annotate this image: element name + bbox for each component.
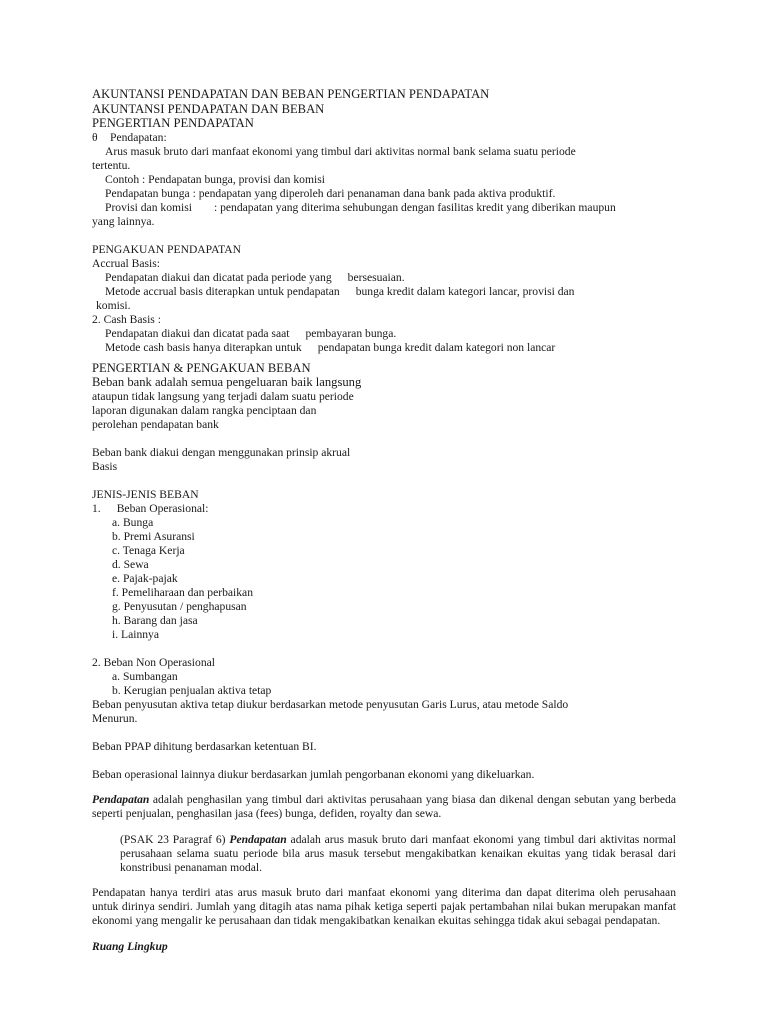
list-item: h. Barang dan jasa — [112, 613, 198, 627]
accrual-line-1 — [92, 271, 676, 285]
provisi-definition: : pendapatan yang diterima sehubungan dengan fasilitas kredit yang diberikan maupun — [213, 200, 616, 214]
pendapatan-paragraph-1 — [92, 793, 676, 821]
list-item: g. Penyusutan / penghapusan — [112, 599, 247, 613]
theta-bullet-icon: θ — [92, 130, 98, 144]
provisi-label: Provisi dan komisi — [105, 200, 192, 214]
psak-prefix: (PSAK 23 Paragraf 6) — [120, 832, 230, 846]
list-item: b. Kerugian penjualan aktiva tetap — [112, 683, 272, 697]
beban-operasional-number: 1. — [92, 501, 101, 515]
cash-basis-label: 2. Cash Basis : — [92, 312, 161, 326]
beban-operasional-label — [92, 502, 676, 516]
pengakuan-heading: PENGAKUAN PENDAPATAN — [92, 242, 242, 256]
list-item: i. Lainnya — [112, 627, 160, 641]
pendapatan-contoh: Contoh : Pendapatan bunga, provisi dan komisi — [105, 172, 325, 186]
psak-paragraph — [92, 833, 676, 875]
jenis-heading: JENIS-JENIS BEBAN — [92, 487, 199, 501]
psak-paragraph-text: adalah arus masuk bruto dari manfaat ekonomi yang timbul dari aktivitas normal perusahaan selama suatu periode bila arus masuk tersebut mengakibatkan kenaikan ekuitas yang tidak berasal dari konstribusi penanaman modal. — [120, 832, 676, 874]
beban-operasional-text: Beban Operasional: — [116, 501, 209, 515]
pendapatan-paragraph-1-text: adalah penghasilan yang timbul dari aktivitas perusahaan yang biasa dan dikenal dengan sebutan yang berbeda seperti penjualan, penghasilan jasa (fees) bunga, defiden, royalty dan sewa. — [92, 793, 676, 821]
pendapatan-term-1: Pendapatan — [92, 793, 150, 807]
list-item: a. Bunga — [112, 515, 154, 529]
beban-non-operasional-label: 2. Beban Non Operasional — [92, 655, 215, 669]
beban-definition-1: Beban bank adalah semua pengeluaran baik langsung — [92, 375, 362, 389]
section-subtitle: PENGERTIAN PENDAPATAN — [92, 116, 254, 130]
accrual-text-2a: Metode accrual basis diterapkan untuk pendapatan — [105, 284, 340, 298]
beban-akrual-1: Beban bank diakui dengan menggunakan prinsip akrual — [92, 445, 351, 459]
accrual-basis-label: Accrual Basis: — [92, 256, 160, 270]
operasional-note: Beban operasional lainnya diukur berdasarkan jumlah pengorbanan ekonomi yang dikeluarkan. — [92, 767, 535, 781]
document-page — [92, 87, 676, 954]
provisi-komisi-line — [92, 201, 676, 215]
beban-definition-4: perolehan pendapatan bank — [92, 417, 219, 431]
ruang-lingkup-heading: Ruang Lingkup — [92, 939, 168, 953]
list-item: e. Pajak-pajak — [112, 571, 178, 585]
cash-line-2 — [92, 341, 676, 355]
ppap-note: Beban PPAP dihitung berdasarkan ketentuan BI. — [92, 739, 317, 753]
pendapatan-definition-cont: tertentu. — [92, 158, 131, 172]
list-item: f. Pemeliharaan dan perbaikan — [112, 585, 253, 599]
beban-definition-3: laporan digunakan dalam rangka penciptaan dan — [92, 403, 317, 417]
list-item: d. Sewa — [112, 557, 149, 571]
pendapatan-label-line — [92, 131, 676, 145]
beban-definition-2: ataupun tidak langsung yang terjadi dalam suatu periode — [92, 389, 354, 403]
beban-heading: PENGERTIAN & PENGAKUAN BEBAN — [92, 360, 311, 375]
accrual-line-3: komisi. — [96, 298, 131, 312]
cash-line-1 — [92, 327, 676, 341]
beban-akrual-2: Basis — [92, 459, 118, 473]
penyusutan-note-2: Menurun. — [92, 711, 138, 725]
accrual-line-2 — [92, 285, 676, 299]
pendapatan-label: Pendapatan: — [110, 130, 167, 144]
section-title: AKUNTANSI PENDAPATAN DAN BEBAN — [92, 101, 325, 116]
list-item: c. Tenaga Kerja — [112, 543, 185, 557]
accrual-text-1b: bersesuaian. — [347, 270, 405, 284]
cash-text-2b: pendapatan bunga kredit dalam kategori non lancar — [317, 340, 556, 354]
pendapatan-term-2: Pendapatan — [229, 832, 287, 846]
cash-text-1b: pembayaran bunga. — [305, 326, 397, 340]
penyusutan-note-1: Beban penyusutan aktiva tetap diukur berdasarkan metode penyusutan Garis Lurus, atau metode Saldo — [92, 697, 569, 711]
pendapatan-definition: Arus masuk bruto dari manfaat ekonomi yang timbul dari aktivitas normal bank selama suatu periode — [105, 144, 576, 158]
list-item: a. Sumbangan — [112, 669, 178, 683]
pendapatan-bunga: Pendapatan bunga : pendapatan yang diperoleh dari penanaman dana bank pada aktiva produktif. — [105, 186, 556, 200]
cash-text-2a: Metode cash basis hanya diterapkan untuk — [105, 340, 302, 354]
document-title: AKUNTANSI PENDAPATAN DAN BEBAN PENGERTIAN PENDAPATAN — [92, 87, 490, 101]
provisi-definition-cont: yang lainnya. — [92, 214, 155, 228]
accrual-text-2b: bunga kredit dalam kategori lancar, provisi dan — [355, 284, 575, 298]
accrual-text-1a: Pendapatan diakui dan dicatat pada periode yang — [105, 270, 332, 284]
list-item: b. Premi Asuransi — [112, 529, 195, 543]
cash-text-1a: Pendapatan diakui dan dicatat pada saat — [105, 326, 290, 340]
pendapatan-paragraph-3: Pendapatan hanya terdiri atas arus masuk bruto dari manfaat ekonomi yang diterima dan dapat diterima oleh perusahaan untuk dirinya sendiri. Jumlah yang ditagih atas nama pihak ketiga seperti pajak pertambahan nilai bukan merupakan manfat ekonomi yang mengalir ke perusahaan dan tidak mengakibatkan kenaikan ekuitas sehingga tidak akui sebagai pendapatan. — [92, 886, 676, 928]
